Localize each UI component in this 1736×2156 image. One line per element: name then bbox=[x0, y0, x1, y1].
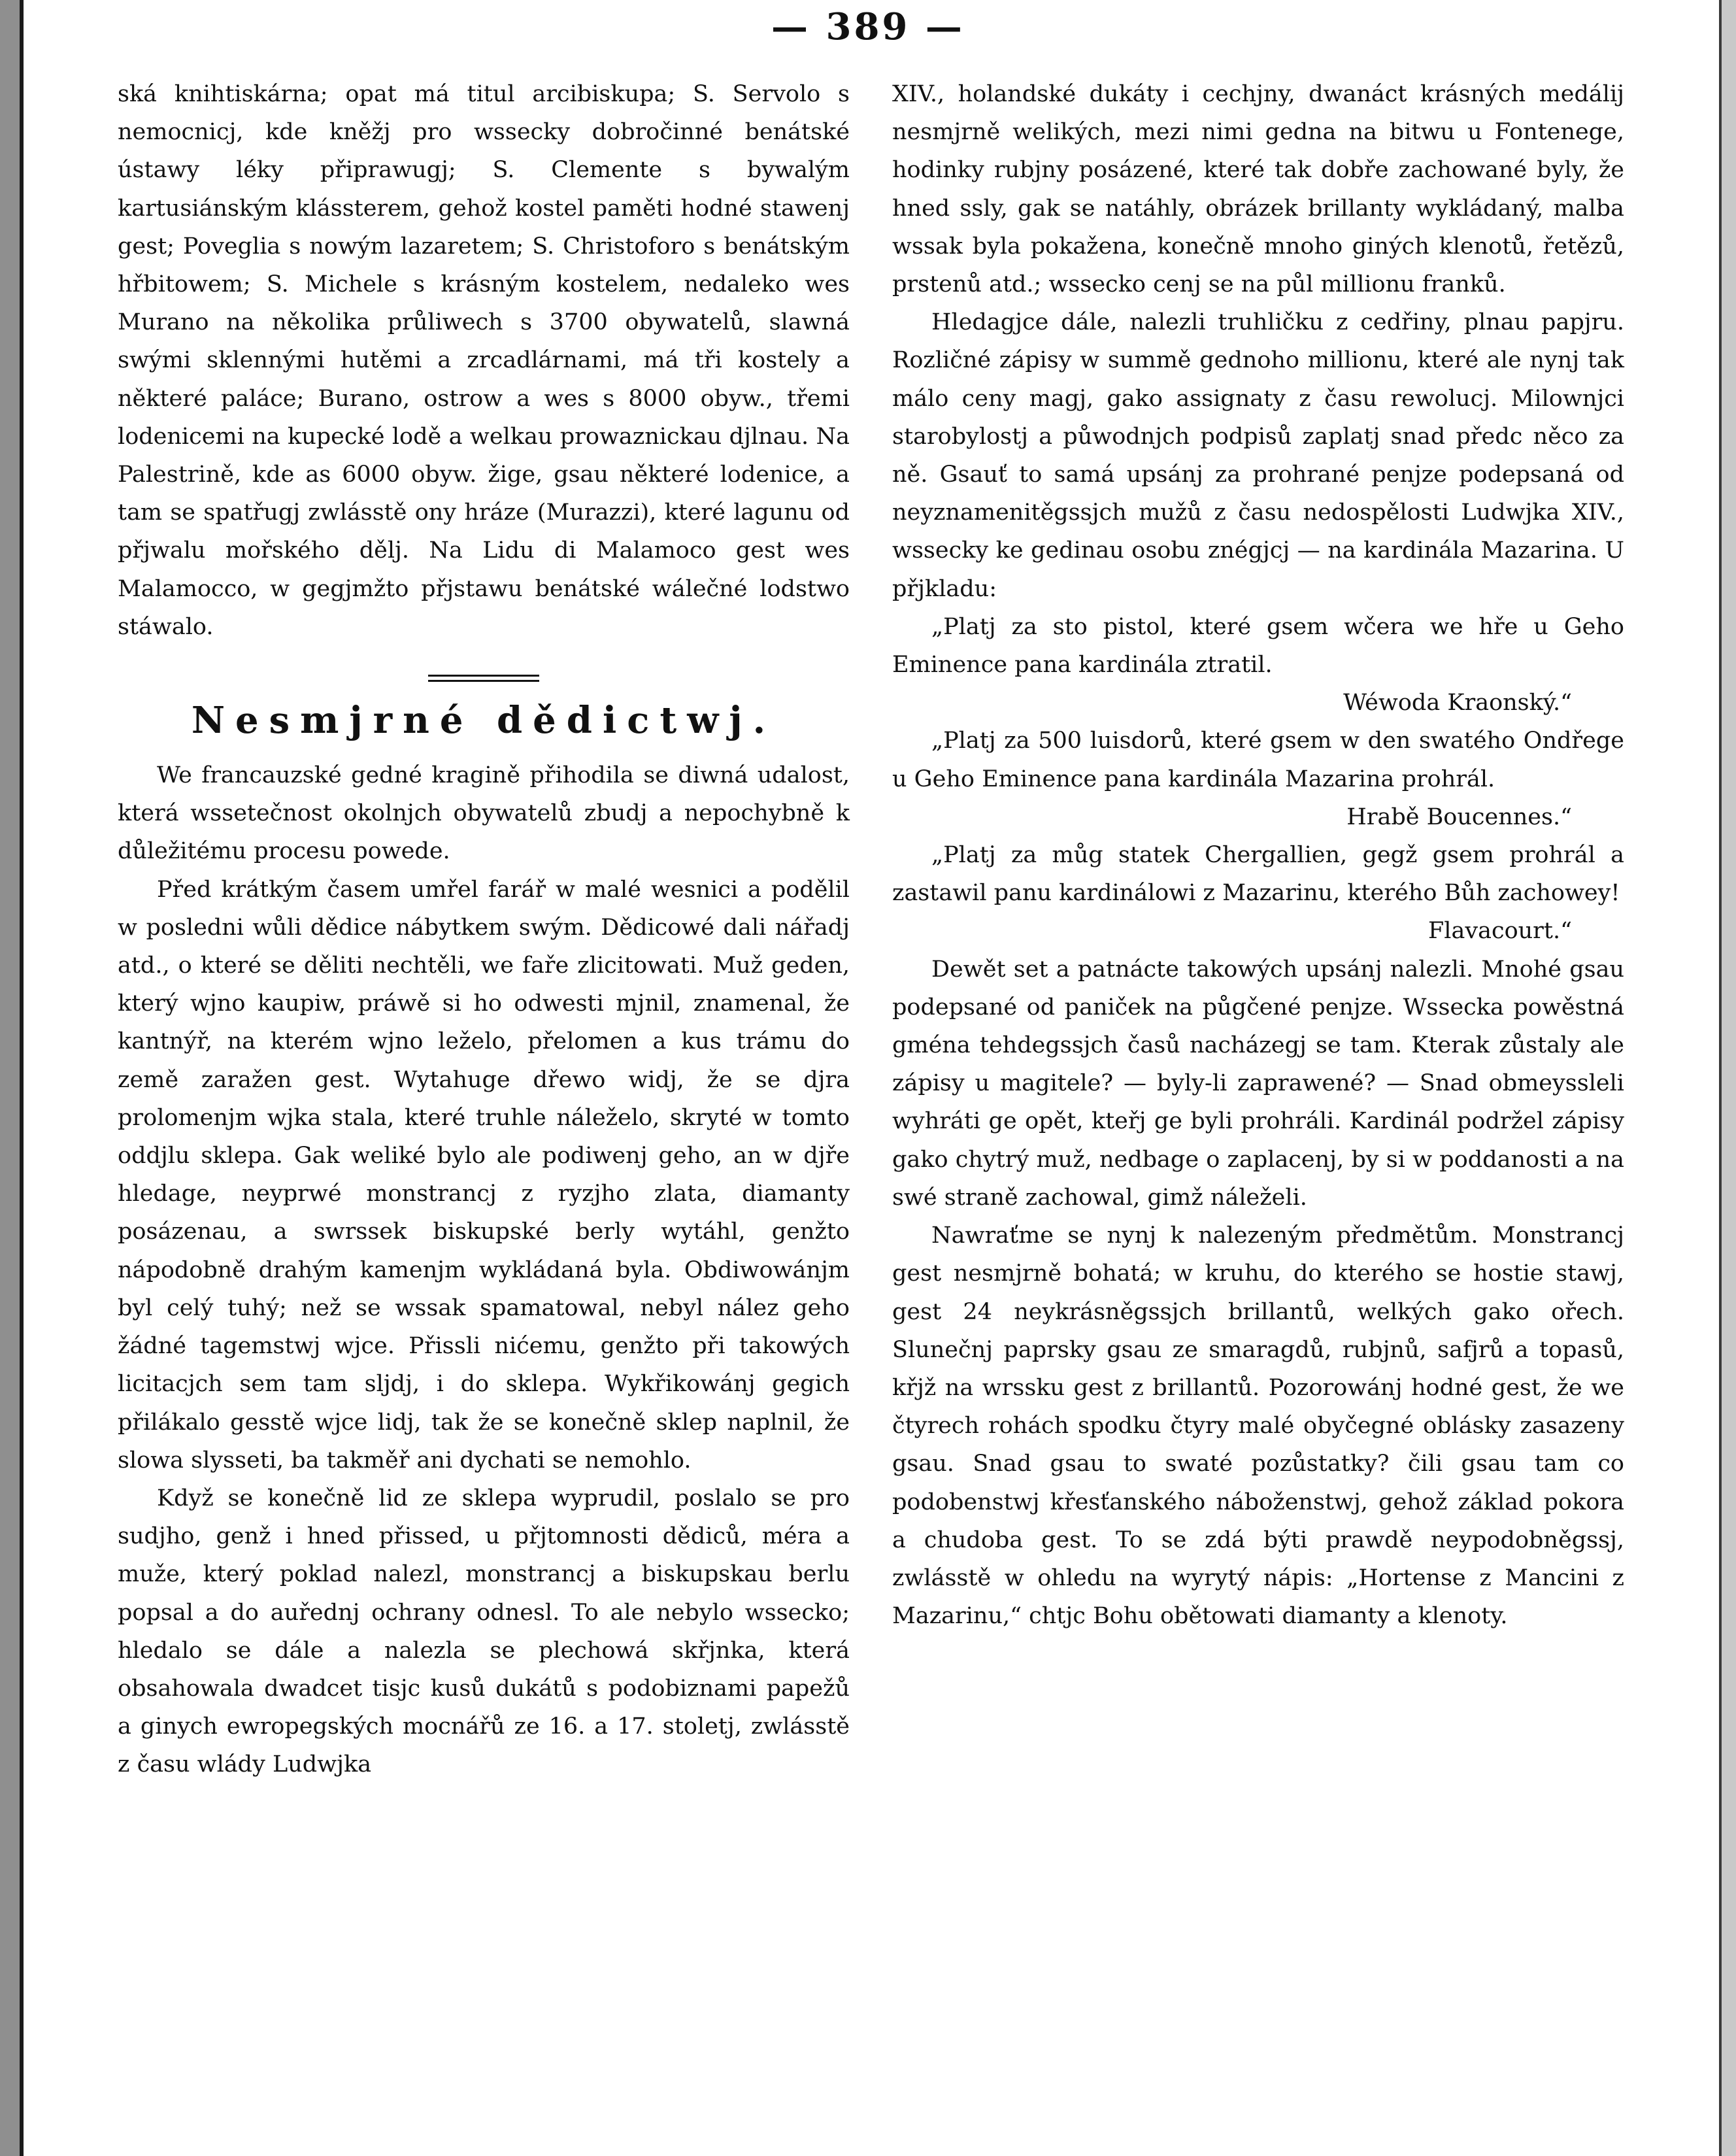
left-paragraph-2: Před krátkým časem umřel farář w malé wesnici a podělil w posledni wůli dědice nábytkem swým. Dědicowé dali nářadj atd., o které se děliti nechtěli, we faře zlicitowati. Muž geden, který wjno kaupiw, práwě si ho odwesti mjnil, znamenal, že kantnýř, na kterém wjno leželo, přelomen a kus trámu do země zaražen gest. Wytahuge dřewo widj, že se djra prolomenjm wjka stala, které truhle náleželo, skryté w tomto oddjlu sklepa. Gak weliké bylo ale podiwenj geho, an w djře hledage, neyprwé monstrancj z ryzjho zlata, diamanty posázenau, a swrssek biskupské berly wytáhl, genžto nápodobně drahým kamenjm wykládaná byla. Obdiwowánjm byl celý tuhý; než se wssak spamatowal, nebyl nález geho žádné tagemstwj wjce. Přissli nićemu, genžto při takowých licitacjch sem tam sljdj, i do sklepa. Wykřikowánj gegich přilákalo gesstě wjce lidj, tak že se konečně sklep naplnil, že slowa slysseti, ba takměř ani dychati se nemohlo. bbox=[118, 876, 850, 1474]
signature-3: Flavacourt.“ bbox=[1427, 918, 1572, 945]
quote-1: „Platj za sto pistol, které gsem wčera we hře u Geho Eminence pana kardinála ztratil. bbox=[892, 613, 1624, 679]
signature-1: Wéwoda Kraonský.“ bbox=[1343, 690, 1572, 716]
quote-2: „Platj za 500 luisdorů, které gsem w den swatého Ondřege u Geho Eminence pana kardinála Mazarina prohrál. bbox=[892, 728, 1624, 792]
section-divider bbox=[428, 675, 539, 682]
left-paragraph-1: We francauzské gedné kragině přihodila se diwná udalost, která wssetečnost okolnjch obywatelů zbudj a nepochybně k důležitému procesu powede. bbox=[118, 762, 850, 865]
page-number: — 389 — bbox=[771, 5, 965, 48]
scan-left-border bbox=[20, 0, 24, 2156]
article-heading: Nesmjrné dědictwj. bbox=[191, 699, 776, 743]
right-column bbox=[892, 75, 1624, 1635]
scan-left-edge bbox=[0, 0, 20, 2156]
quote-3: „Platj za můg statek Chergallien, gegž gsem prohrál a zastawil panu kardinálowi z Mazarinu, kterého Bůh zachowey! bbox=[892, 842, 1624, 907]
signature-2: Hrabě Boucennes.“ bbox=[1346, 803, 1572, 830]
right-paragraph-1: XIV., holandské dukáty i cechjny, dwanáct krásných medálij nesmjrně welikých, mezi nimi gedna na bitwu u Fontenege, hodinky rubjny posázené, které tak dobře zachowané byly, že hned ssly, gak se natáhly, obrázek brillanty wykládaný, malba wssak byla pokažena, konečně mnoho giných klenotů, řetězů, prstenů atd.; wssecko cenj se na půl millionu franků. bbox=[892, 81, 1624, 298]
scan-right-edge bbox=[1722, 0, 1736, 2156]
right-paragraph-2: Hledagjce dále, nalezli truhličku z cedřiny, plnau papjru. Rozličné zápisy w summě gednoho millionu, které ale nynj tak málo ceny magj, gako assignaty z času rewolucj. Milownjci starobylostj a půwodnjch podpisů zaplatj snad předc něco za ně. Gsauť to samá upsánj za prohrané penjze podepsaná od neyznamenitěgssjch mužů z času nedospělosti Ludwjka XIV., wssecky ke gedinau osobu znégjcj — na kardinála Mazarina. U přjkladu: bbox=[892, 309, 1624, 602]
left-paragraph-3: Když se konečně lid ze sklepa wyprudil, poslalo se pro sudjho, genž i hned přissed, u přjtomnosti dědiců, méra a muže, který poklad nalezl, monstrancj a biskupskau berlu popsal a do auřednj ochrany odnesl. To ale nebylo wssecko; hledalo se dále a nalezla se plechowá skřjnka, která obsahowala dwadcet tisjc kusů dukátů s podobiznami papežů a ginych ewropegských mocnářů ze 16. a 17. stoletj, zwlásstě z času wlády Ludwjka bbox=[118, 1485, 850, 1778]
right-paragraph-tail-2: Nawraťme se nynj k nalezeným předmětům. Monstrancj gest nesmjrně bohatá; w kruhu, do kterého se hostie stawj, gest 24 neykrásněgssjch brillantů, welkých gako ořech. Slunečnj paprsky gsau ze smaragdů, rubjnů, safjrů a topasů, křjž na wrssku gest z brillantů. Pozorowánj hodné gest, že we čtyrech rohách spodku čtyry malé obyčegné oblásky zasazeny gsau. Snad gsau to swaté pozůstatky? čili gsau tam co podobenstwj křesťanského náboženstwj, gehož základ pokora a chudoba gest. To se zdá býti prawdě neypodobněgssj, zwlásstě w ohledu na wyrytý nápis: „Hortense z Mancini z Mazarinu,“ chtjc Bohu obětowati diamanty a klenoty. bbox=[892, 1222, 1624, 1630]
right-paragraph-tail-1: Dewět set a patnácte takowých upsánj nalezli. Mnohé gsau podepsané od paniček na půgčené penjze. Wssecka powěstná gména tehdegssjch časů nacházegj se tam. Kterak zůstaly ale zápisy u magitele? — byly-li zaprawené? — Snad obmeyssleli wyhráti ge opět, kteřj ge byli prohráli. Kardinál podržel zápisy gako chytrý muž, nedbage o zaplacenj, by si w poddanosti a na swé straně zachowal, gimž náleželi. bbox=[892, 956, 1624, 1211]
left-intro-paragraph: ská knihtiskárna; opat má titul arcibiskupa; S. Servolo s nemocnicj, kde kněžj pro wssecky dobročinné benátské ústawy léky připrawugj; S. Clemente s bywalým kartusiánským klássterem, gehož kostel paměti hodné stawenj gest; Poveglia s nowým lazaretem; S. Christoforo s benátským hřbitowem; S. Michele s krásným kostelem, nedaleko wes Murano na několika průliwech s 3700 obywatelů, slawná swými sklennými hutěmi a zrcadlárnami, má tři kostely a některé paláce; Burano, ostrow a wes s 8000 obyw., třemi lodenicemi na kupecké lodě a welkau prowaznickau djlnau. Na Palestrině, kde as 6000 obyw. žige, gsau některé lodenice, a tam se spatřugj zwlásstě ony hráze (Murazzi), které lagunu od přjwalu mořského dělj. Na Lidu di Malamoco gest wes Malamocco, w gegjmžto přjstawu benátské wálečné lodstwo stáwalo. bbox=[118, 81, 850, 640]
left-column bbox=[118, 75, 850, 1784]
